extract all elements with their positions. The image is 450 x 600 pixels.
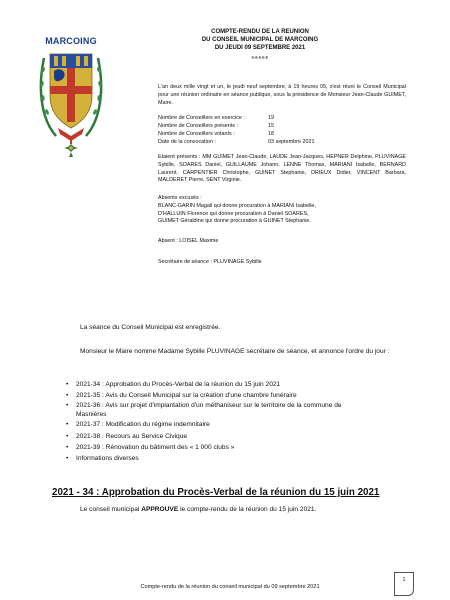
town-crest (36, 36, 106, 166)
section-title: 2021 - 34 : Approbation du Procès-Verbal de la réunion du 15 juin 2021 (52, 487, 380, 498)
document-header (150, 28, 370, 62)
count-label: Nombre de Conseillers en exercice : (158, 115, 245, 121)
agenda-item: • 2021-36 : Avis sur projet d'implantation d'un méthaniseur sur le territoire de la commune de (62, 401, 402, 410)
agenda-list (62, 379, 402, 464)
agenda-item: • 2021-35 : Avis du Conseil Municipal sur la création d'une chambre funéraire (62, 390, 402, 401)
session-intro: L'an deux mille vingt et un, le jeudi neuf septembre, à 19 heures 05, s'est réuni le Conseil Municipal pour une réunion ordinaire en séance publique, sous la présidence de Monsieur Jean-Claude GUIMET, Maire. (158, 84, 406, 106)
crest-town-name: MARCOING (45, 36, 97, 46)
excused-title: Absents excusés : (158, 195, 202, 201)
decision-text (80, 505, 400, 514)
agenda-item-continuation: Masnières (76, 411, 107, 419)
absent-member: Absent : LOISEL Maxime (158, 238, 219, 244)
page-number: 1 (394, 572, 414, 596)
agenda-item: • 2021-37 : Modification du régime indemnitaire (62, 419, 402, 430)
agenda-item: • 2021-34 : Approbation du Procès-Verbal de la réunion du 15 juin 2021 (62, 379, 402, 390)
decision-verb: APPROUVE (141, 506, 179, 513)
excused-line: BLANC-GARIN Magali qui donne procuration à MARIANI Isabelle, (158, 202, 316, 209)
header-line-1: COMPTE-RENDU DE LA REUNION (211, 29, 309, 35)
count-label: Date de la convocation : (158, 138, 216, 145)
header-line-3: DU JEUDI 09 SEPTEMBRE 2021 (214, 45, 306, 51)
page-footer: Compte-rendu de la réunion du conseil municipal du 09 septembre 2021 (140, 584, 320, 590)
count-value: 15 (268, 122, 274, 129)
present-members: Etaient présents : MM GUIMET Jean-Claude, LAUDE Jean-Jacques, HEPNER Delphine, PLUVINAGE Sybille, SOARES Daniel, GUILLAUME Johann, LENNE Thomas, MARIANI Isabelle, BERNARD Laurent, CARPENTIER Christophe, GUINET Stephanie, DRIEUX Didier, VINCENT Barbara, MALDERET Pierre, SENT Virginie. (158, 154, 406, 184)
decision-suffix: le compte-rendu de la réunion du 15 juin 2021. (178, 506, 317, 513)
crest-shield-icon (36, 36, 106, 166)
agenda-announcement (60, 347, 398, 357)
count-label: Nombre de Conseillers votants : (158, 130, 235, 137)
recording-notice: La séance du Conseil Municipal est enregistrée. (80, 324, 221, 331)
excused-line: GUIMET Géraldine qui donne procuration à GUINET Stephanie. (158, 218, 311, 225)
count-value: 03 septembre 2021 (268, 138, 315, 145)
agenda-item: • Informations diverses (62, 453, 402, 464)
attendance-counts (158, 115, 408, 147)
header-line-2: DU CONSEIL MUNICIPAL DE MARCOING (201, 37, 319, 43)
count-value: 18 (268, 130, 274, 137)
header-separator: ®®®®® (251, 55, 269, 60)
count-value: 19 (268, 115, 274, 121)
decision-prefix: Le conseil municipal (80, 506, 142, 513)
agenda-item: • 2021-38 : Recours au Service Civique (62, 431, 402, 442)
excused-line: D'HALLUIN Florence qui donne procuration à Daniel SOARES, (158, 210, 309, 217)
agenda-item: • 2021-39 : Rénovation du bâtiment des « 1 000 clubs » (62, 442, 402, 453)
count-row (158, 139, 408, 147)
count-row (158, 123, 408, 131)
excused-absences (158, 195, 408, 226)
count-row (158, 131, 408, 139)
agenda-announcement-text: Monsieur le Maire nomme Madame Sybille PLUVINAGE secrétaire de séance, et annonce l'ordre du jour : (80, 348, 390, 355)
count-row (158, 115, 408, 123)
session-secretary: Secrétaire de séance : PLUVINAGE Sybille (158, 259, 262, 265)
count-label: Nombre de Conseillers présents : (158, 122, 238, 129)
